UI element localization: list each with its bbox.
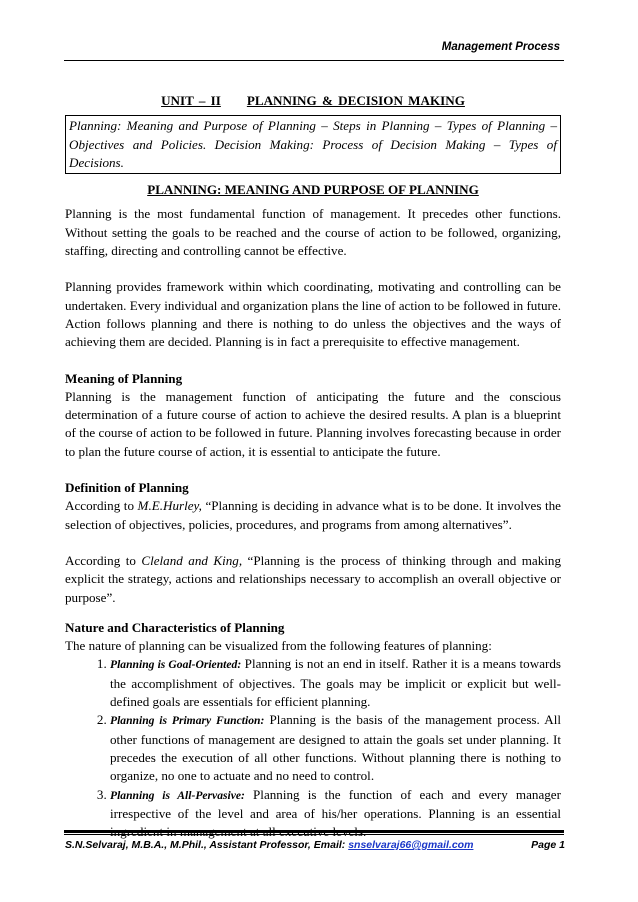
page-number: Page 1 bbox=[531, 839, 565, 851]
header-title: Management Process bbox=[441, 41, 560, 53]
author-cleland-king: Cleland and King, bbox=[141, 552, 243, 568]
list-item-title: Planning is All-Pervasive: bbox=[110, 788, 245, 802]
intro-paragraph-1: Planning is the most fundamental function of management. It precedes other functions. Without setting the goals to be reached and the course of action to be followed, organizing, staffing, directing and controlling cannot be effective. bbox=[65, 206, 561, 259]
list-item-title: Planning is Goal-Oriented: bbox=[110, 658, 242, 672]
meaning-heading: Meaning of Planning bbox=[65, 370, 183, 386]
syllabus-box: Planning: Meaning and Purpose of Planning – Steps in Planning – Types of Planning – Objectives and Policies. Decision Making: Process of Decision Making – Types of Decisions. bbox=[65, 115, 561, 174]
list-item-text: Planning is the function of each and every manager irrespective of the level and area of his/her operations. Planning is an essential ingredient in management at all executive levels. bbox=[110, 786, 561, 840]
footer-author: S.N.Selvaraj, M.B.A., M.Phil., Assistant Professor, Email: bbox=[65, 839, 349, 851]
definition-cleland-text: “Planning is the process of thinking through and making explicit the strategy, actions and relationships necessary to accomplish an overall objective or purpose”. bbox=[65, 552, 562, 605]
footer bbox=[65, 839, 565, 851]
definition-prefix: According to bbox=[65, 498, 138, 514]
intro-paragraph-2: Planning provides framework within which coordinating, motivating and controlling can be undertaken. Every individual and organization plans the line of action to be followed in future. Action follows planning and there is nothing to do unless the objectives and the ways of achieving them are decided. Planning is in fact a prerequisite to effective management. bbox=[65, 279, 561, 350]
list-item bbox=[110, 711, 561, 785]
list-item-title: Planning is Primary Function: bbox=[110, 714, 265, 728]
meaning-paragraph: Planning is the management function of anticipating the future and the conscious determination of a future course of action to achieve the desired results. A plan is a blueprint of the course of action to be followed in future. Planning involves forecasting because in order to plan the future course of action, it is essential to anticipate the future. bbox=[65, 388, 561, 459]
page-content bbox=[65, 92, 561, 841]
unit-number: UNIT – II bbox=[161, 93, 221, 108]
header-rule bbox=[64, 60, 564, 61]
unit-heading bbox=[65, 92, 561, 110]
definition-cleland bbox=[65, 552, 561, 607]
footer-email-link[interactable]: snselvaraj66@gmail.com bbox=[348, 839, 474, 851]
definition-hurley-text: “Planning is deciding in advance what is to be done. It involves the selection of objectives, policies, procedures, and programs from among alternatives”. bbox=[65, 498, 561, 532]
definition-prefix: According to bbox=[65, 552, 142, 568]
list-item bbox=[110, 655, 561, 711]
definition-heading: Definition of Planning bbox=[65, 480, 189, 496]
author-hurley: M.E.Hurley, bbox=[137, 498, 202, 514]
nature-list bbox=[65, 655, 561, 841]
unit-title: PLANNING & DECISION MAKING bbox=[246, 93, 465, 108]
nature-heading: Nature and Characteristics of Planning bbox=[65, 619, 285, 635]
nature-intro: The nature of planning can be visualized from the following features of planning: bbox=[65, 638, 492, 654]
section-title: PLANNING: MEANING AND PURPOSE OF PLANNING bbox=[147, 182, 479, 198]
definition-hurley bbox=[65, 497, 561, 534]
list-item-text: Planning is the basis of the management process. All other functions of management are designed to attain the goals set under planning. It precedes the execution of all other functions. Without planning there is nothing to organize, no one to actuate and no need to control. bbox=[110, 712, 561, 784]
footer-rule bbox=[64, 830, 564, 835]
list-item-text: Planning is not an end in itself. Rather it is a means towards the accomplishment of objectives. The goals may be implicit or explicit but well-defined goals are essentials for efficient planning. bbox=[110, 656, 562, 710]
